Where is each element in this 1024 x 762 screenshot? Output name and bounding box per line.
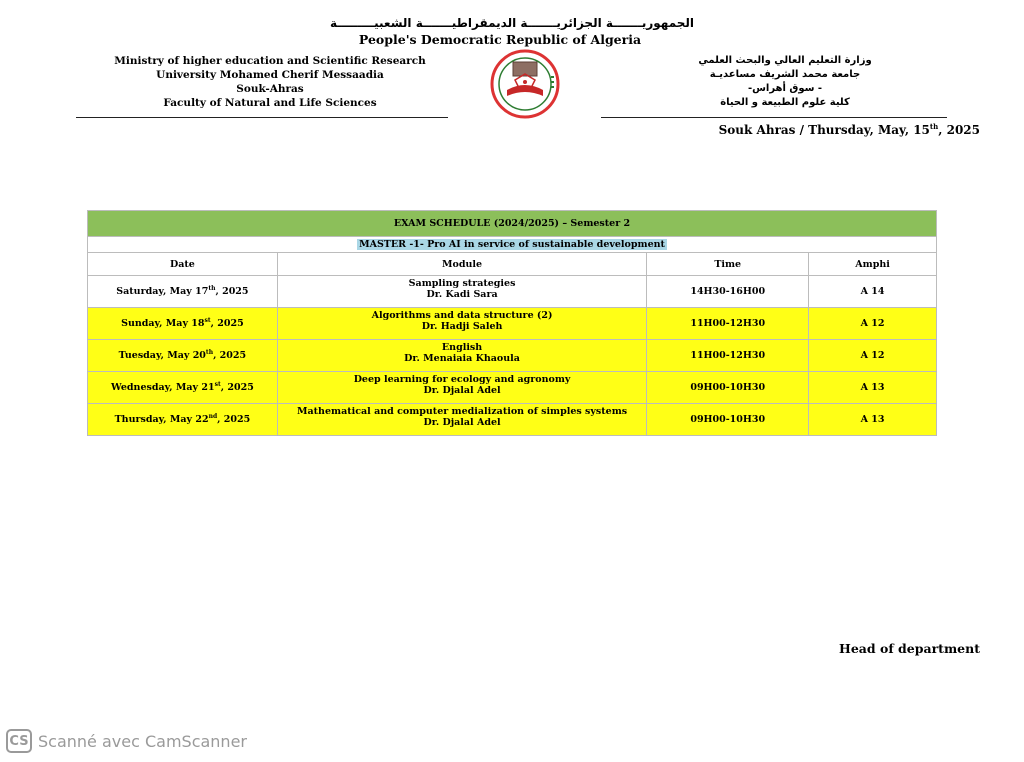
exam-time: 11H00-12H30	[647, 308, 809, 340]
university-seal-icon	[485, 46, 565, 120]
col-date-header: Date	[88, 253, 278, 276]
col-time-header: Time	[647, 253, 809, 276]
header-rule-left	[76, 117, 448, 118]
scanner-watermark	[6, 729, 247, 753]
table-row	[88, 308, 937, 340]
exam-module: Sampling strategies Dr. Kadi Sara	[277, 276, 647, 308]
exam-date: Saturday, May 17th, 2025	[88, 276, 278, 308]
camscanner-logo-icon: CS	[6, 729, 32, 753]
city-line-ar: - سوق أهراس-	[747, 83, 823, 94]
table-row	[88, 276, 937, 308]
header-left-block	[100, 54, 440, 110]
faculty-line-ar: كلية علوم الطبيعة و الحياة	[720, 97, 850, 108]
col-module-header: Module	[277, 253, 647, 276]
exam-time: 11H00-12H30	[647, 340, 809, 372]
signature-label: Head of department	[839, 641, 980, 656]
master-program: MASTER -1- Pro AI in service of sustainable development	[88, 237, 937, 253]
university-line: University Mohamed Cherif Messaadia	[156, 69, 384, 81]
exam-date: Sunday, May 18st, 2025	[88, 308, 278, 340]
header-right-block	[650, 54, 920, 110]
exam-module: English Dr. Menaiaia Khaoula	[277, 340, 647, 372]
exam-time: 09H00-10H30	[647, 372, 809, 404]
faculty-line: Faculty of Natural and Life Sciences	[163, 97, 377, 109]
university-line-ar: جامعة محمد الشريف مساعديـة	[709, 69, 861, 80]
exam-date: Tuesday, May 20th, 2025	[88, 340, 278, 372]
header-english-country: People's Democratic Republic of Algeria	[358, 32, 642, 47]
exam-date: Wednesday, May 21st, 2025	[88, 372, 278, 404]
scanner-text: Scanné avec CamScanner	[38, 731, 247, 751]
city-line: Souk-Ahras	[236, 83, 304, 95]
schedule-title: EXAM SCHEDULE (2024/2025) – Semester 2	[88, 211, 937, 237]
exam-module: Deep learning for ecology and agronomy Dr. Djalal Adel	[277, 372, 647, 404]
ministry-line: Ministry of higher education and Scientific Research	[114, 55, 426, 67]
exam-amphi: A 13	[809, 372, 937, 404]
exam-date: Thursday, May 22nd, 2025	[88, 404, 278, 436]
exam-time: 09H00-10H30	[647, 404, 809, 436]
document-date: Souk Ahras / Thursday, May, 15th, 2025	[718, 122, 980, 137]
exam-module: Algorithms and data structure (2) Dr. Hadji Saleh	[277, 308, 647, 340]
exam-amphi: A 12	[809, 308, 937, 340]
exam-amphi: A 12	[809, 340, 937, 372]
ministry-line-ar: وزارة التعليم العالي والبحث العلمي	[698, 55, 872, 66]
header-rule-right	[601, 117, 947, 118]
exam-schedule-table	[87, 210, 937, 436]
exam-amphi: A 13	[809, 404, 937, 436]
exam-module: Mathematical and computer medialization of simples systems Dr. Djalal Adel	[277, 404, 647, 436]
table-row	[88, 404, 937, 436]
table-row	[88, 372, 937, 404]
exam-time: 14H30-16H00	[647, 276, 809, 308]
col-amphi-header: Amphi	[809, 253, 937, 276]
table-row	[88, 340, 937, 372]
exam-amphi: A 14	[809, 276, 937, 308]
header-arabic-country: الجمهوريـــــــة الجزائريـــــــة الديمقراطيـــــــة الشعبيـــــــــة	[329, 16, 695, 30]
